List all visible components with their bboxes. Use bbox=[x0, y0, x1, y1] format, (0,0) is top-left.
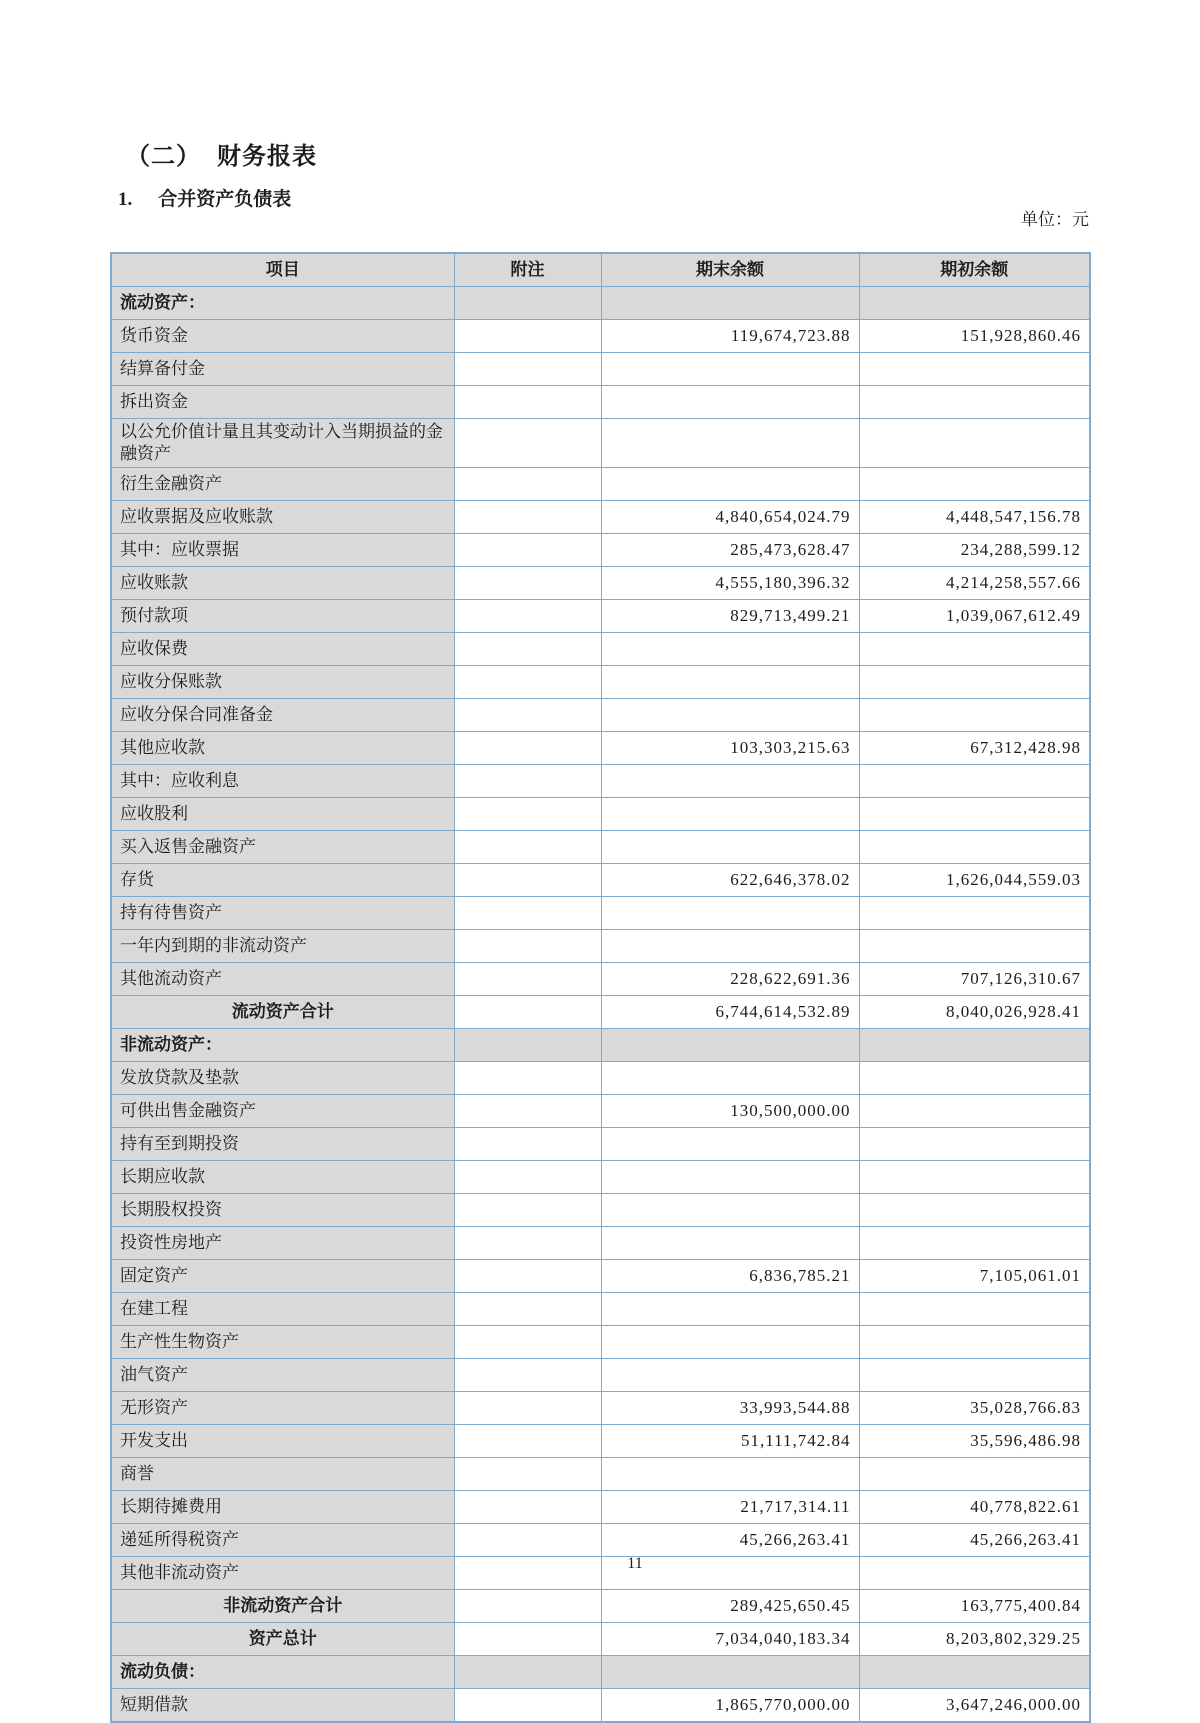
item-label-cell: 拆出资金 bbox=[111, 386, 454, 419]
note-cell bbox=[454, 831, 601, 864]
ending-balance-cell bbox=[601, 699, 859, 732]
note-cell bbox=[454, 1491, 601, 1524]
ending-balance-cell: 119,674,723.88 bbox=[601, 320, 859, 353]
note-cell bbox=[454, 732, 601, 765]
ending-balance-cell: 103,303,215.63 bbox=[601, 732, 859, 765]
item-label-cell: 固定资产 bbox=[111, 1260, 454, 1293]
ending-balance-cell: 4,555,180,396.32 bbox=[601, 567, 859, 600]
table-row bbox=[111, 1458, 1090, 1491]
subsection-title bbox=[118, 184, 291, 211]
beginning-balance-cell: 4,214,258,557.66 bbox=[859, 567, 1090, 600]
note-cell bbox=[454, 897, 601, 930]
beginning-balance-cell bbox=[859, 1194, 1090, 1227]
section-title-text: 财务报表 bbox=[217, 144, 317, 170]
table-row bbox=[111, 1491, 1090, 1524]
note-cell bbox=[454, 1557, 601, 1590]
table-row bbox=[111, 732, 1090, 765]
note-cell bbox=[454, 1656, 601, 1689]
table-row bbox=[111, 963, 1090, 996]
table-row bbox=[111, 1161, 1090, 1194]
ending-balance-cell bbox=[601, 1458, 859, 1491]
note-cell bbox=[454, 963, 601, 996]
item-label-cell: 应收票据及应收账款 bbox=[111, 501, 454, 534]
item-label-cell: 非流动资产： bbox=[111, 1029, 454, 1062]
beginning-balance-cell: 234,288,599.12 bbox=[859, 534, 1090, 567]
ending-balance-cell: 228,622,691.36 bbox=[601, 963, 859, 996]
item-label-cell: 应收分保合同准备金 bbox=[111, 699, 454, 732]
item-label-cell: 衍生金融资产 bbox=[111, 468, 454, 501]
note-cell bbox=[454, 1425, 601, 1458]
beginning-balance-cell: 8,040,026,928.41 bbox=[859, 996, 1090, 1029]
unit-label: 单位：元 bbox=[1021, 210, 1089, 229]
table-row bbox=[111, 1524, 1090, 1557]
note-cell bbox=[454, 600, 601, 633]
beginning-balance-cell bbox=[859, 287, 1090, 320]
note-cell bbox=[454, 633, 601, 666]
note-cell bbox=[454, 287, 601, 320]
table-row bbox=[111, 353, 1090, 386]
section-title bbox=[126, 136, 317, 171]
table-row bbox=[111, 765, 1090, 798]
ending-balance-cell bbox=[601, 1293, 859, 1326]
item-label-cell: 生产性生物资产 bbox=[111, 1326, 454, 1359]
table-row bbox=[111, 468, 1090, 501]
note-cell bbox=[454, 765, 601, 798]
note-cell bbox=[454, 864, 601, 897]
table-row bbox=[111, 1590, 1090, 1623]
item-label-cell: 发放贷款及垫款 bbox=[111, 1062, 454, 1095]
table-row bbox=[111, 1260, 1090, 1293]
table-row bbox=[111, 1194, 1090, 1227]
table-row bbox=[111, 633, 1090, 666]
beginning-balance-cell bbox=[859, 1128, 1090, 1161]
item-label-cell: 投资性房地产 bbox=[111, 1227, 454, 1260]
item-label-cell: 流动负债： bbox=[111, 1656, 454, 1689]
item-label-cell: 持有至到期投资 bbox=[111, 1128, 454, 1161]
beginning-balance-cell bbox=[859, 353, 1090, 386]
beginning-balance-cell bbox=[859, 897, 1090, 930]
item-label-cell: 长期股权投资 bbox=[111, 1194, 454, 1227]
item-label-cell: 资产总计 bbox=[111, 1623, 454, 1656]
header-beginning-balance: 期初余额 bbox=[859, 253, 1090, 287]
beginning-balance-cell: 3,647,246,000.00 bbox=[859, 1689, 1090, 1723]
beginning-balance-cell bbox=[859, 419, 1090, 468]
beginning-balance-cell: 35,028,766.83 bbox=[859, 1392, 1090, 1425]
note-cell bbox=[454, 930, 601, 963]
beginning-balance-cell bbox=[859, 930, 1090, 963]
ending-balance-cell bbox=[601, 1194, 859, 1227]
table-row bbox=[111, 1293, 1090, 1326]
ending-balance-cell bbox=[601, 1656, 859, 1689]
table-row bbox=[111, 1689, 1090, 1723]
item-label-cell: 买入返售金融资产 bbox=[111, 831, 454, 864]
ending-balance-cell bbox=[601, 897, 859, 930]
item-label-cell: 递延所得税资产 bbox=[111, 1524, 454, 1557]
table-row bbox=[111, 897, 1090, 930]
beginning-balance-cell: 8,203,802,329.25 bbox=[859, 1623, 1090, 1656]
item-label-cell: 一年内到期的非流动资产 bbox=[111, 930, 454, 963]
table-row bbox=[111, 699, 1090, 732]
table-row bbox=[111, 1557, 1090, 1590]
table-row bbox=[111, 1062, 1090, 1095]
ending-balance-cell bbox=[601, 386, 859, 419]
item-label-cell: 长期应收款 bbox=[111, 1161, 454, 1194]
ending-balance-cell bbox=[601, 419, 859, 468]
section-title-index: （二） bbox=[126, 144, 201, 170]
ending-balance-cell bbox=[601, 1029, 859, 1062]
table-row bbox=[111, 666, 1090, 699]
ending-balance-cell bbox=[601, 1227, 859, 1260]
beginning-balance-cell bbox=[859, 1161, 1090, 1194]
beginning-balance-cell bbox=[859, 1326, 1090, 1359]
ending-balance-cell: 289,425,650.45 bbox=[601, 1590, 859, 1623]
beginning-balance-cell: 707,126,310.67 bbox=[859, 963, 1090, 996]
item-label-cell: 其中：应收票据 bbox=[111, 534, 454, 567]
item-label-cell: 持有待售资产 bbox=[111, 897, 454, 930]
note-cell bbox=[454, 798, 601, 831]
note-cell bbox=[454, 1161, 601, 1194]
note-cell bbox=[454, 1029, 601, 1062]
ending-balance-cell bbox=[601, 798, 859, 831]
ending-balance-cell bbox=[601, 765, 859, 798]
beginning-balance-cell: 4,448,547,156.78 bbox=[859, 501, 1090, 534]
ending-balance-cell: 130,500,000.00 bbox=[601, 1095, 859, 1128]
table-row bbox=[111, 1326, 1090, 1359]
item-label-cell: 无形资产 bbox=[111, 1392, 454, 1425]
table-row bbox=[111, 1128, 1090, 1161]
beginning-balance-cell: 151,928,860.46 bbox=[859, 320, 1090, 353]
beginning-balance-cell bbox=[859, 699, 1090, 732]
table-header-row bbox=[111, 253, 1090, 287]
table-row bbox=[111, 1425, 1090, 1458]
item-label-cell: 流动资产： bbox=[111, 287, 454, 320]
beginning-balance-cell bbox=[859, 1656, 1090, 1689]
table-row bbox=[111, 1623, 1090, 1656]
table-row bbox=[111, 798, 1090, 831]
beginning-balance-cell bbox=[859, 1029, 1090, 1062]
ending-balance-cell: 1,865,770,000.00 bbox=[601, 1689, 859, 1723]
ending-balance-cell bbox=[601, 1161, 859, 1194]
ending-balance-cell bbox=[601, 1128, 859, 1161]
note-cell bbox=[454, 666, 601, 699]
table-row bbox=[111, 996, 1090, 1029]
ending-balance-cell bbox=[601, 468, 859, 501]
note-cell bbox=[454, 501, 601, 534]
beginning-balance-cell bbox=[859, 765, 1090, 798]
beginning-balance-cell bbox=[859, 1557, 1090, 1590]
ending-balance-cell bbox=[601, 1359, 859, 1392]
note-cell bbox=[454, 1524, 601, 1557]
item-label-cell: 应收股利 bbox=[111, 798, 454, 831]
beginning-balance-cell bbox=[859, 831, 1090, 864]
ending-balance-cell: 6,836,785.21 bbox=[601, 1260, 859, 1293]
table-row bbox=[111, 1227, 1090, 1260]
ending-balance-cell bbox=[601, 633, 859, 666]
item-label-cell: 短期借款 bbox=[111, 1689, 454, 1723]
table-row bbox=[111, 1392, 1090, 1425]
beginning-balance-cell: 35,596,486.98 bbox=[859, 1425, 1090, 1458]
table-row bbox=[111, 419, 1090, 468]
table-row bbox=[111, 567, 1090, 600]
subsection-index: 1. bbox=[118, 189, 133, 210]
table-row bbox=[111, 1095, 1090, 1128]
beginning-balance-cell: 7,105,061.01 bbox=[859, 1260, 1090, 1293]
beginning-balance-cell: 1,626,044,559.03 bbox=[859, 864, 1090, 897]
beginning-balance-cell bbox=[859, 633, 1090, 666]
note-cell bbox=[454, 699, 601, 732]
note-cell bbox=[454, 1689, 601, 1723]
ending-balance-cell bbox=[601, 666, 859, 699]
table-row bbox=[111, 864, 1090, 897]
note-cell bbox=[454, 320, 601, 353]
note-cell bbox=[454, 1326, 601, 1359]
table-row bbox=[111, 501, 1090, 534]
ending-balance-cell bbox=[601, 287, 859, 320]
item-label-cell: 开发支出 bbox=[111, 1425, 454, 1458]
item-label-cell: 其中：应收利息 bbox=[111, 765, 454, 798]
ending-balance-cell: 6,744,614,532.89 bbox=[601, 996, 859, 1029]
item-label-cell: 应收保费 bbox=[111, 633, 454, 666]
item-label-cell: 其他流动资产 bbox=[111, 963, 454, 996]
beginning-balance-cell bbox=[859, 666, 1090, 699]
item-label-cell: 在建工程 bbox=[111, 1293, 454, 1326]
note-cell bbox=[454, 1590, 601, 1623]
item-label-cell: 商誉 bbox=[111, 1458, 454, 1491]
table-row bbox=[111, 386, 1090, 419]
beginning-balance-cell bbox=[859, 1062, 1090, 1095]
ending-balance-cell bbox=[601, 1062, 859, 1095]
note-cell bbox=[454, 1458, 601, 1491]
item-label-cell: 以公允价值计量且其变动计入当期损益的金融资产 bbox=[111, 419, 454, 468]
header-note: 附注 bbox=[454, 253, 601, 287]
ending-balance-cell: 33,993,544.88 bbox=[601, 1392, 859, 1425]
ending-balance-cell: 21,717,314.11 bbox=[601, 1491, 859, 1524]
header-ending-balance: 期末余额 bbox=[601, 253, 859, 287]
table-row bbox=[111, 1359, 1090, 1392]
item-label-cell: 应收账款 bbox=[111, 567, 454, 600]
ending-balance-cell: 51,111,742.84 bbox=[601, 1425, 859, 1458]
page-number: 11 bbox=[627, 1555, 643, 1572]
item-label-cell: 其他应收款 bbox=[111, 732, 454, 765]
note-cell bbox=[454, 1293, 601, 1326]
note-cell bbox=[454, 1128, 601, 1161]
item-label-cell: 货币资金 bbox=[111, 320, 454, 353]
table-row bbox=[111, 831, 1090, 864]
ending-balance-cell bbox=[601, 930, 859, 963]
note-cell bbox=[454, 419, 601, 468]
ending-balance-cell bbox=[601, 353, 859, 386]
note-cell bbox=[454, 1062, 601, 1095]
note-cell bbox=[454, 468, 601, 501]
header-item: 项目 bbox=[111, 253, 454, 287]
beginning-balance-cell bbox=[859, 1095, 1090, 1128]
note-cell bbox=[454, 353, 601, 386]
beginning-balance-cell: 67,312,428.98 bbox=[859, 732, 1090, 765]
ending-balance-cell: 4,840,654,024.79 bbox=[601, 501, 859, 534]
note-cell bbox=[454, 1260, 601, 1293]
ending-balance-cell: 622,646,378.02 bbox=[601, 864, 859, 897]
table-row bbox=[111, 930, 1090, 963]
ending-balance-cell bbox=[601, 1326, 859, 1359]
beginning-balance-cell bbox=[859, 1458, 1090, 1491]
table-row bbox=[111, 1029, 1090, 1062]
ending-balance-cell: 829,713,499.21 bbox=[601, 600, 859, 633]
beginning-balance-cell bbox=[859, 798, 1090, 831]
note-cell bbox=[454, 1095, 601, 1128]
item-label-cell: 存货 bbox=[111, 864, 454, 897]
table-row bbox=[111, 1656, 1090, 1689]
beginning-balance-cell bbox=[859, 1293, 1090, 1326]
ending-balance-cell bbox=[601, 831, 859, 864]
ending-balance-cell: 7,034,040,183.34 bbox=[601, 1623, 859, 1656]
table-row bbox=[111, 287, 1090, 320]
subsection-text: 合并资产负债表 bbox=[158, 189, 292, 210]
beginning-balance-cell bbox=[859, 386, 1090, 419]
beginning-balance-cell: 163,775,400.84 bbox=[859, 1590, 1090, 1623]
item-label-cell: 长期待摊费用 bbox=[111, 1491, 454, 1524]
item-label-cell: 结算备付金 bbox=[111, 353, 454, 386]
table-row bbox=[111, 320, 1090, 353]
item-label-cell: 应收分保账款 bbox=[111, 666, 454, 699]
note-cell bbox=[454, 386, 601, 419]
table-row bbox=[111, 600, 1090, 633]
beginning-balance-cell: 40,778,822.61 bbox=[859, 1491, 1090, 1524]
item-label-cell: 非流动资产合计 bbox=[111, 1590, 454, 1623]
note-cell bbox=[454, 1194, 601, 1227]
note-cell bbox=[454, 567, 601, 600]
beginning-balance-cell: 45,266,263.41 bbox=[859, 1524, 1090, 1557]
note-cell bbox=[454, 534, 601, 567]
ending-balance-cell: 45,266,263.41 bbox=[601, 1524, 859, 1557]
beginning-balance-cell: 1,039,067,612.49 bbox=[859, 600, 1090, 633]
table-row bbox=[111, 534, 1090, 567]
note-cell bbox=[454, 1227, 601, 1260]
note-cell bbox=[454, 996, 601, 1029]
note-cell bbox=[454, 1359, 601, 1392]
beginning-balance-cell bbox=[859, 1227, 1090, 1260]
item-label-cell: 预付款项 bbox=[111, 600, 454, 633]
note-cell bbox=[454, 1392, 601, 1425]
item-label-cell: 可供出售金融资产 bbox=[111, 1095, 454, 1128]
ending-balance-cell: 285,473,628.47 bbox=[601, 534, 859, 567]
item-label-cell: 流动资产合计 bbox=[111, 996, 454, 1029]
balance-sheet-table bbox=[110, 252, 1091, 1723]
note-cell bbox=[454, 1623, 601, 1656]
beginning-balance-cell bbox=[859, 468, 1090, 501]
item-label-cell: 其他非流动资产 bbox=[111, 1557, 454, 1590]
item-label-cell: 油气资产 bbox=[111, 1359, 454, 1392]
beginning-balance-cell bbox=[859, 1359, 1090, 1392]
